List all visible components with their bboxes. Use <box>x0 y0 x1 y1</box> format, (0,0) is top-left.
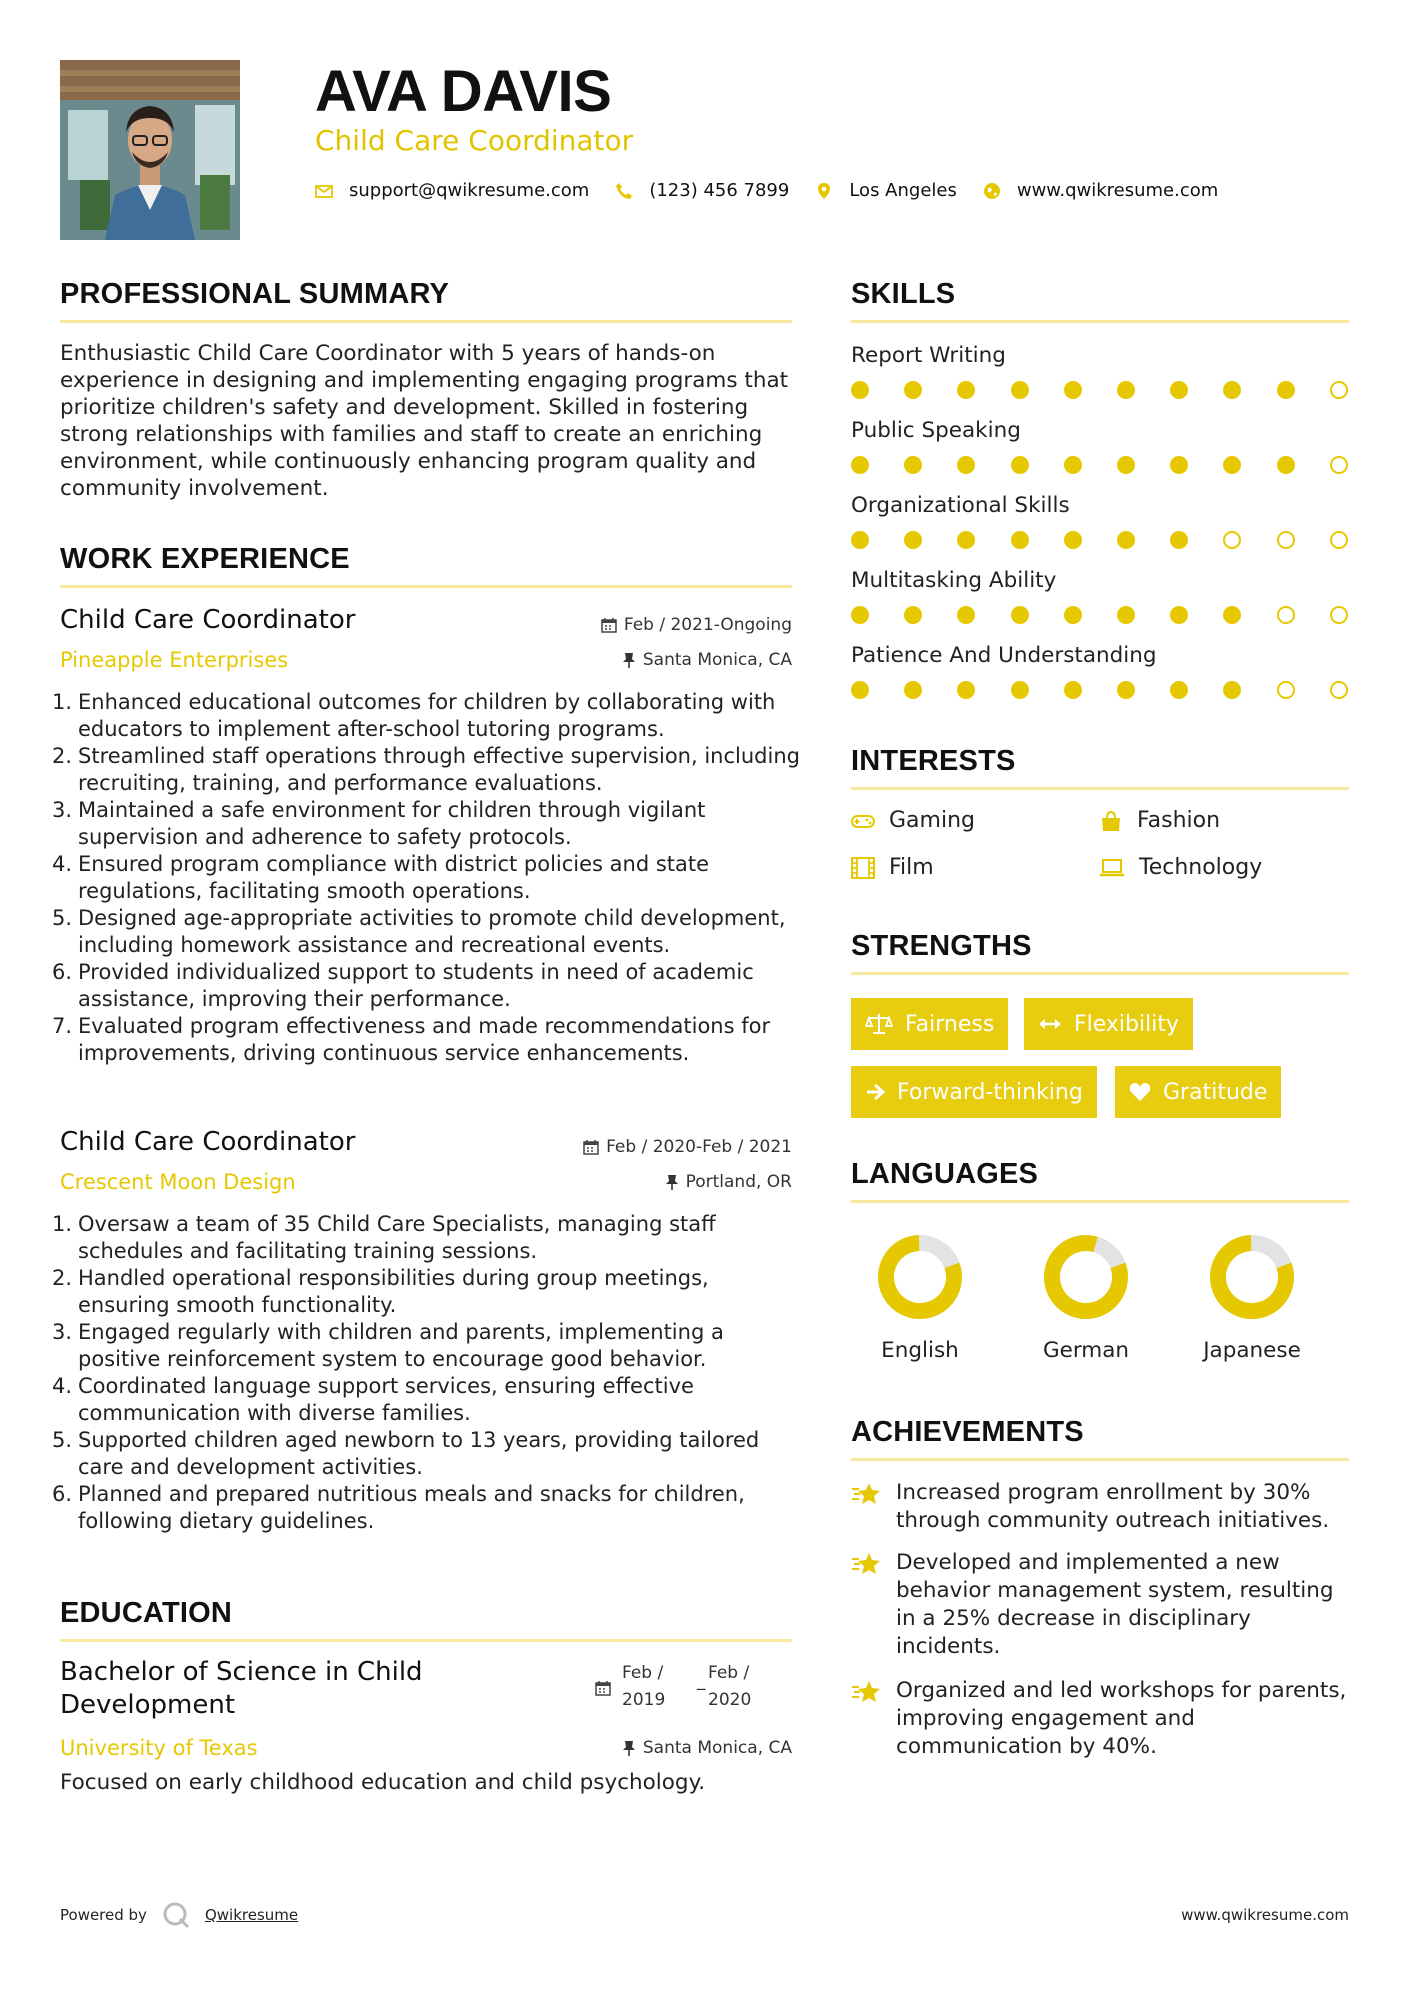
list-item: 2. Handled operational responsibilities during group meetings, ensuring smooth functionality. <box>52 1266 709 1317</box>
star-trophy-icon <box>851 1679 883 1705</box>
language-name: German <box>1042 1338 1130 1363</box>
scale-icon <box>865 1013 893 1035</box>
list-item: 6. Provided individualized support to students in need of academic assistance, improving their performance. <box>52 960 754 1011</box>
skill-dot-empty <box>1223 531 1241 549</box>
achievement-item: Organized and led workshops for parents, improving engagement and communication by 40%. <box>851 1677 1349 1761</box>
skill-dot-filled <box>851 606 869 624</box>
pushpin-icon <box>622 1740 636 1756</box>
donut-fill <box>1042 1233 1129 1320</box>
edu-end-month: Feb / <box>708 1663 750 1683</box>
qwikresume-logo-icon <box>161 1900 191 1930</box>
summary-divider <box>60 320 792 323</box>
edu-end-date <box>708 1660 751 1714</box>
job-location-text: Santa Monica, CA <box>642 650 792 670</box>
skill-dot-filled <box>1223 456 1241 474</box>
skill-dot-filled <box>904 606 922 624</box>
skill-dot-filled <box>904 381 922 399</box>
job-bullets <box>52 1211 800 1535</box>
strength-badge: Fairness <box>851 998 1008 1050</box>
skill-dot-filled <box>1170 606 1188 624</box>
skill-dot-filled <box>1117 381 1135 399</box>
skill-dot-empty <box>1330 531 1348 549</box>
job-date-text: Feb / 2020-Feb / 2021 <box>606 1137 792 1157</box>
skill-dot-filled <box>1170 531 1188 549</box>
footer-website[interactable]: www.qwikresume.com <box>1181 1906 1349 1924</box>
edu-start-month: Feb / <box>622 1663 664 1683</box>
footer-powered-by <box>60 1900 298 1930</box>
skill-dot-empty <box>1277 681 1295 699</box>
skill-dot-filled <box>957 381 975 399</box>
interests-divider <box>851 787 1349 790</box>
skill-dot-empty <box>1330 456 1348 474</box>
job-date-text: Feb / 2021-Ongoing <box>623 615 792 635</box>
edu-location <box>622 1738 792 1758</box>
footer-brand-link[interactable]: Qwikresume <box>204 1906 299 1924</box>
list-item: 5. Designed age-appropriate activities to promote child development, including homework assistance and recreational events. <box>52 906 786 957</box>
company-name: Pineapple Enterprises <box>60 648 289 672</box>
education-divider <box>60 1639 792 1642</box>
job-title: Child Care Coordinator <box>60 605 356 635</box>
heart-icon <box>1129 1082 1151 1102</box>
skills-title: SKILLS <box>851 278 956 310</box>
pushpin-icon <box>665 1174 679 1190</box>
company-name: Crescent Moon Design <box>60 1170 296 1194</box>
list-item: 3. Maintained a safe environment for children through vigilant supervision and adherence to safety protocols. <box>52 798 706 849</box>
skill-dot-filled <box>1170 456 1188 474</box>
arrow-right-icon <box>865 1082 885 1102</box>
skill-rating <box>851 681 1349 703</box>
list-item: 4. Ensured program compliance with district policies and state regulations, facilitating smooth operations. <box>52 852 710 903</box>
star-trophy-icon <box>851 1481 883 1507</box>
skill-name: Multitasking Ability <box>851 568 1057 593</box>
language-item <box>850 1232 990 1363</box>
skill-dot-filled <box>1117 606 1135 624</box>
language-donut <box>875 1232 965 1322</box>
skill-dot-filled <box>1223 606 1241 624</box>
skill-dot-filled <box>1277 456 1295 474</box>
skill-rating <box>851 381 1349 403</box>
skill-dot-filled <box>1170 381 1188 399</box>
skill-dot-empty <box>1330 381 1348 399</box>
strengths-title: STRENGTHS <box>851 930 1032 962</box>
skill-dot-filled <box>1277 381 1295 399</box>
languages-title: LANGUAGES <box>851 1158 1039 1190</box>
school-name: University of Texas <box>60 1736 258 1760</box>
job-date <box>583 1137 792 1157</box>
skill-dot-filled <box>1011 456 1029 474</box>
arrows-horizontal-icon <box>1038 1017 1062 1031</box>
pushpin-icon <box>622 652 636 668</box>
list-item: 4. Coordinated language support services, ensuring effective communication with diverse families. <box>52 1374 694 1425</box>
skill-dot-filled <box>1064 606 1082 624</box>
map-marker-icon <box>815 182 833 200</box>
list-item: 3. Engaged regularly with children and parents, implementing a positive reinforcement system to encourage good behavior. <box>52 1320 724 1371</box>
language-item <box>1016 1232 1156 1363</box>
skill-dot-filled <box>1117 681 1135 699</box>
edu-start-year: 2019 <box>622 1690 666 1710</box>
skill-dot-filled <box>1117 531 1135 549</box>
skill-rating <box>851 606 1349 628</box>
skill-dot-filled <box>957 606 975 624</box>
skill-dot-filled <box>904 531 922 549</box>
contact-website[interactable]: www.qwikresume.com <box>1016 180 1219 201</box>
star-trophy-icon <box>851 1551 883 1577</box>
list-item: 1. Enhanced educational outcomes for children by collaborating with educators to implement after-school tutoring programs. <box>52 690 776 741</box>
edu-location-text: Santa Monica, CA <box>642 1738 792 1758</box>
contact-email[interactable]: support@qwikresume.com <box>349 180 590 201</box>
language-item <box>1182 1232 1322 1363</box>
language-donut <box>1207 1232 1297 1322</box>
contact-phone[interactable]: (123) 456 7899 <box>649 180 790 201</box>
skill-dot-filled <box>957 456 975 474</box>
calendar-icon <box>601 617 617 633</box>
summary-title: PROFESSIONAL SUMMARY <box>60 278 450 310</box>
envelope-icon <box>315 182 333 200</box>
job-bullets <box>52 689 800 1067</box>
skill-dot-filled <box>904 681 922 699</box>
job-date <box>601 615 792 635</box>
calendar-icon <box>583 1139 599 1155</box>
skill-dot-filled <box>1064 531 1082 549</box>
interests-title: INTERESTS <box>851 745 1016 777</box>
globe-icon <box>983 182 1001 200</box>
skill-dot-empty <box>1277 531 1295 549</box>
list-item: 6. Planned and prepared nutritious meals and snacks for children, following dietary guidelines. <box>52 1482 745 1533</box>
interest-item: Film <box>851 855 934 880</box>
skill-dot-filled <box>1223 681 1241 699</box>
skill-dot-filled <box>957 531 975 549</box>
edu-description: Focused on early childhood education and child psychology. <box>60 1770 706 1795</box>
powered-by-label: Powered by <box>60 1906 147 1924</box>
strengths-divider <box>851 972 1349 975</box>
laptop-icon <box>1099 858 1125 878</box>
skill-dot-empty <box>1277 606 1295 624</box>
candidate-name: AVA DAVIS <box>315 59 612 124</box>
skill-dot-filled <box>851 681 869 699</box>
skill-name: Report Writing <box>851 343 1006 368</box>
skill-dot-empty <box>1330 606 1348 624</box>
skill-dot-filled <box>851 381 869 399</box>
skill-rating <box>851 531 1349 553</box>
skill-dot-filled <box>1011 681 1029 699</box>
experience-title: WORK EXPERIENCE <box>60 543 350 575</box>
interest-item: Technology <box>1099 855 1262 880</box>
edu-end-year: 2020 <box>708 1690 752 1710</box>
skill-dot-filled <box>1064 456 1082 474</box>
gamepad-icon <box>851 813 875 829</box>
skill-dot-filled <box>1011 606 1029 624</box>
job-location-text: Portland, OR <box>685 1172 792 1192</box>
strength-badge: Gratitude <box>1115 1066 1281 1118</box>
list-item: 7. Evaluated program effectiveness and made recommendations for improvements, driving continuous service enhancements. <box>52 1014 771 1065</box>
strength-badge: Forward-thinking <box>851 1066 1097 1118</box>
skill-dot-filled <box>1223 381 1241 399</box>
job-location <box>665 1172 792 1192</box>
contact-bar <box>315 180 1244 201</box>
skill-dot-filled <box>957 681 975 699</box>
skill-dot-filled <box>851 456 869 474</box>
skill-name: Public Speaking <box>851 418 1021 443</box>
achievement-item: Increased program enrollment by 30% through community outreach initiatives. <box>851 1479 1349 1535</box>
film-icon <box>851 857 875 879</box>
edu-date-separator: _ <box>697 1671 706 1691</box>
skill-dot-filled <box>1064 681 1082 699</box>
skills-divider <box>851 320 1349 323</box>
interest-item: Fashion <box>1099 808 1220 833</box>
shopping-bag-icon <box>1099 810 1123 832</box>
skill-dot-filled <box>904 456 922 474</box>
calendar-icon <box>595 1680 611 1696</box>
candidate-role: Child Care Coordinator <box>315 124 634 157</box>
strength-badge: Flexibility <box>1024 998 1193 1050</box>
job-title: Child Care Coordinator <box>60 1127 356 1157</box>
job-location <box>622 650 792 670</box>
list-item: 5. Supported children aged newborn to 13 years, providing tailored care and development activities. <box>52 1428 760 1479</box>
skill-dot-filled <box>1064 381 1082 399</box>
achievements-title: ACHIEVEMENTS <box>851 1416 1084 1448</box>
skill-rating <box>851 456 1349 478</box>
language-name: English <box>881 1338 959 1363</box>
profile-photo <box>60 60 240 240</box>
list-item: 2. Streamlined staff operations through effective supervision, including recruiting, training, and performance evaluations. <box>52 744 800 795</box>
degree-title: Bachelor of Science in Child Development <box>60 1657 423 1720</box>
language-donut <box>1041 1232 1131 1322</box>
skill-dot-empty <box>1330 681 1348 699</box>
list-item: 1. Oversaw a team of 35 Child Care Specialists, managing staff schedules and facilitating training sessions. <box>52 1212 716 1263</box>
experience-divider <box>60 585 792 588</box>
edu-start-date <box>622 1660 665 1714</box>
contact-location: Los Angeles <box>849 180 957 201</box>
achievement-item: Developed and implemented a new behavior management system, resulting in a 25% decrease in disciplinary incidents. <box>851 1549 1349 1661</box>
skill-dot-filled <box>1170 681 1188 699</box>
skill-dot-filled <box>851 531 869 549</box>
language-name: Japanese <box>1203 1338 1301 1363</box>
education-title: EDUCATION <box>60 1597 233 1629</box>
skill-name: Patience And Understanding <box>851 643 1157 668</box>
skill-name: Organizational Skills <box>851 493 1070 518</box>
summary-text: Enthusiastic Child Care Coordinator with 5 years of hands-on experience in designing and implementing engaging programs that prioritize children's safety and development. Skilled in fostering strong relationships with families and staff to create an enriching environment, while continuously enhancing program quality and community involvement. <box>60 341 789 501</box>
phone-icon <box>615 182 633 200</box>
interest-item: Gaming <box>851 808 975 833</box>
skill-dot-filled <box>1011 381 1029 399</box>
skill-dot-filled <box>1117 456 1135 474</box>
languages-divider <box>851 1200 1349 1203</box>
achievements-divider <box>851 1458 1349 1461</box>
skill-dot-filled <box>1011 531 1029 549</box>
